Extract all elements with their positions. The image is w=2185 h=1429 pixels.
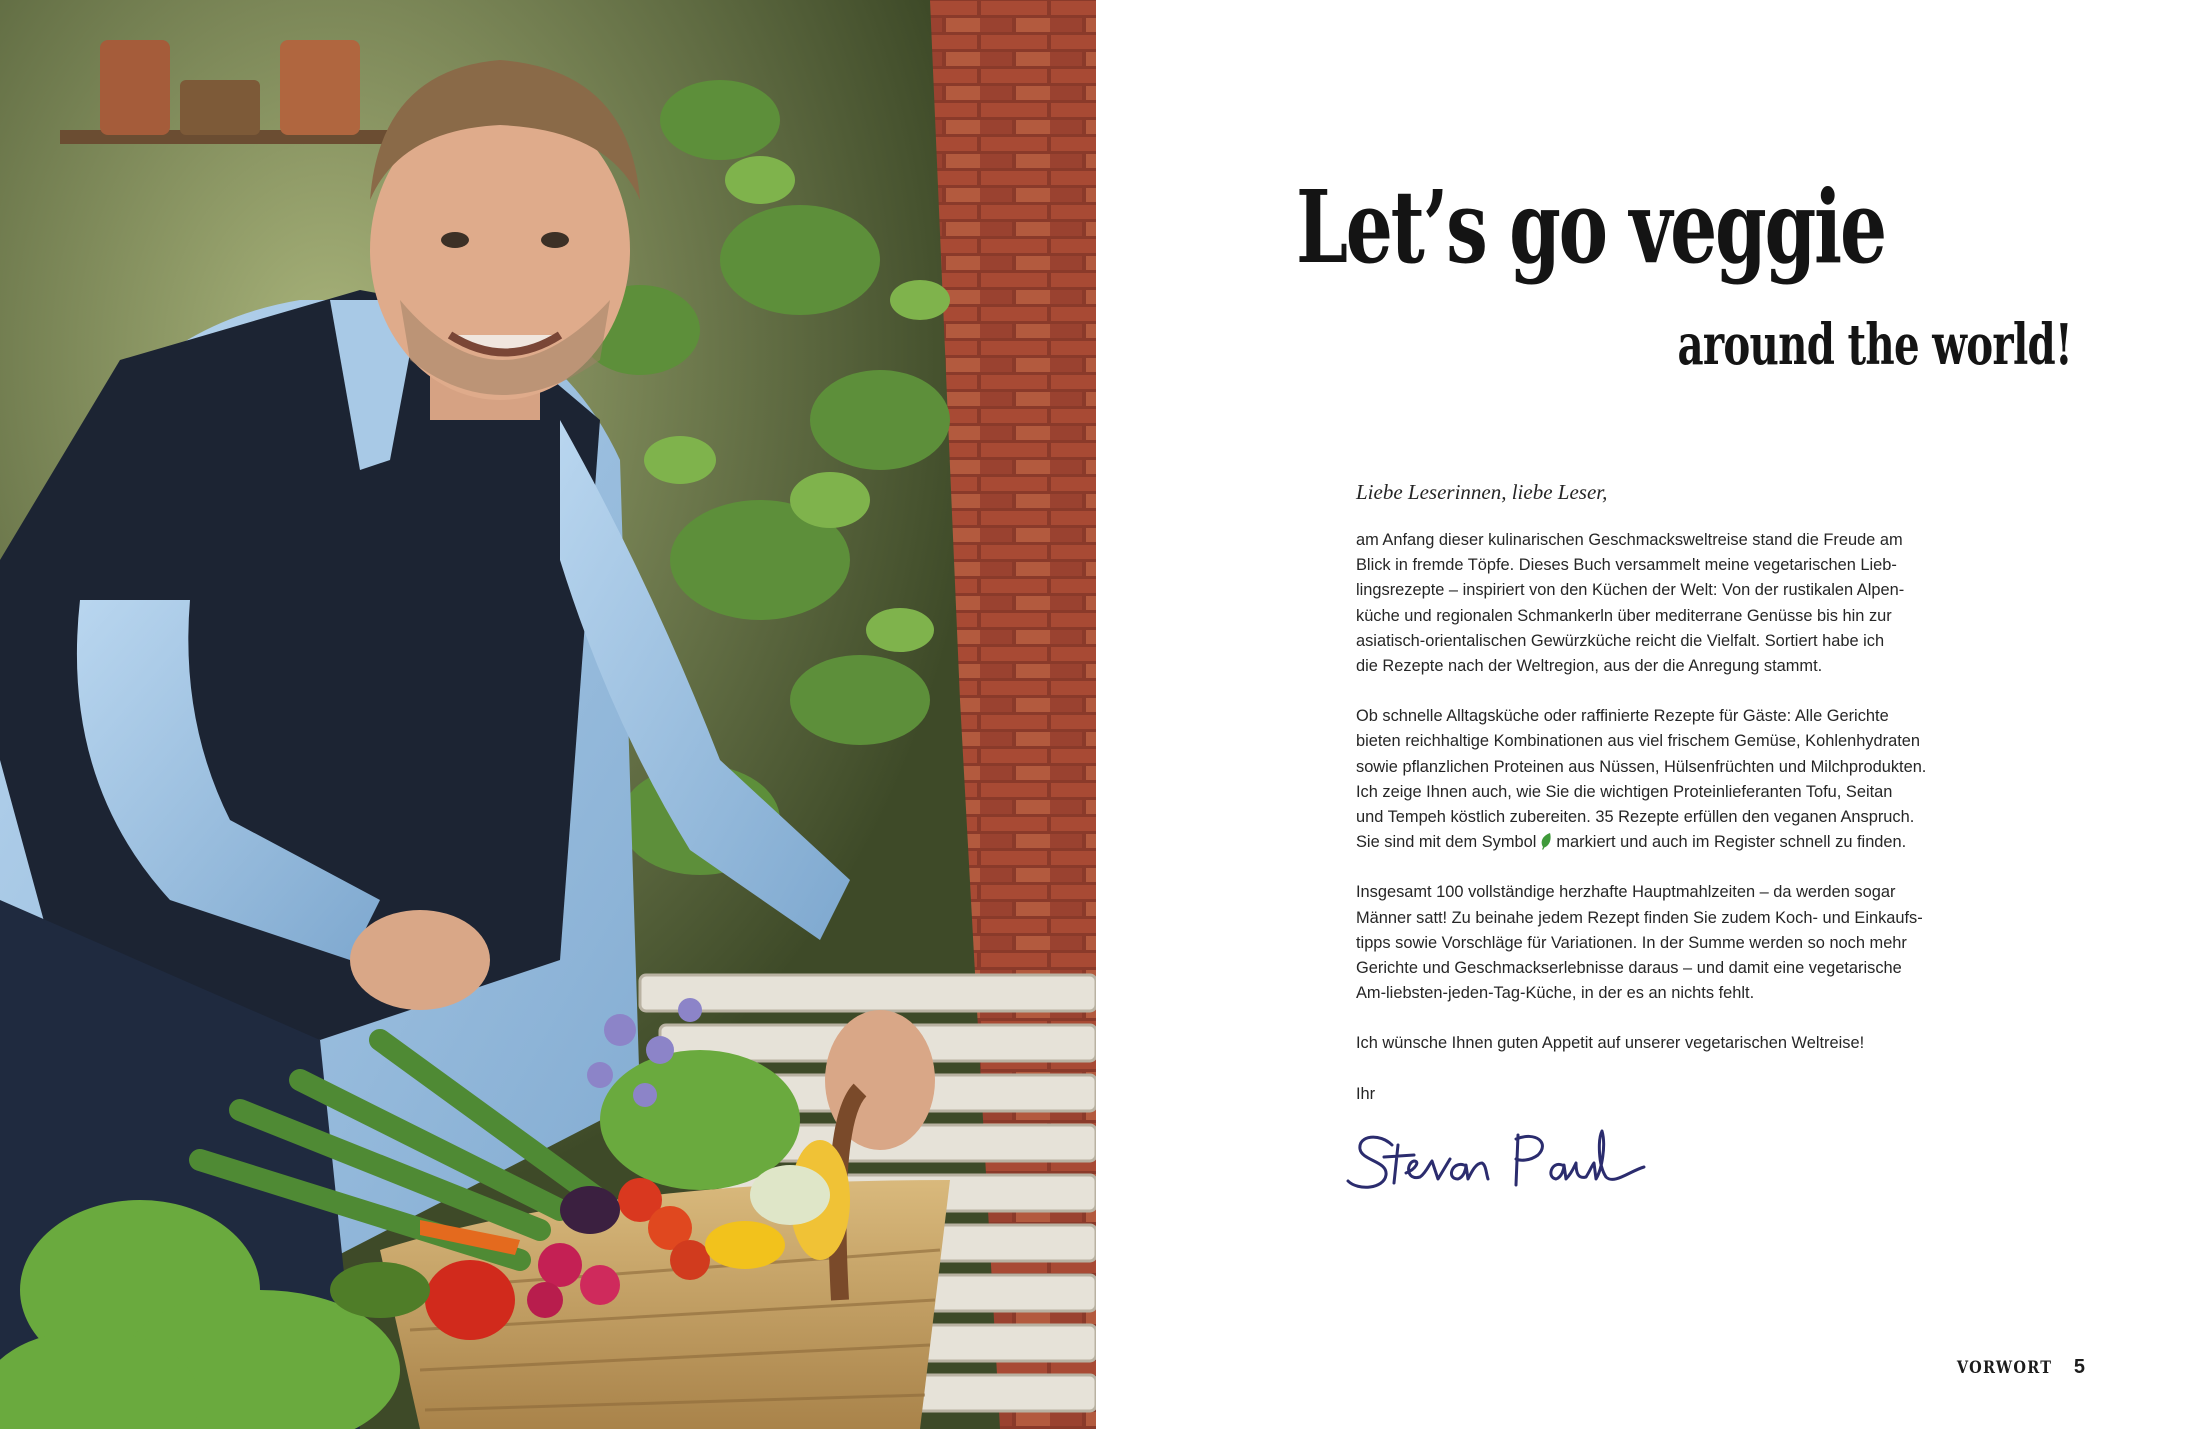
- text-line: am Anfang dieser kulinarischen Geschmacksweltreise stand die Freude am: [1356, 531, 1903, 549]
- section-name: VORWORT: [1956, 1358, 2052, 1378]
- paragraph-3: [1356, 880, 1966, 1006]
- page-title: Let’s go veggie: [1296, 168, 1885, 286]
- paragraph-4: [1356, 1031, 1966, 1056]
- text-line: Ich zeige Ihnen auch, wie Sie die wichtigen Proteinlieferanten Tofu, Seitan: [1356, 782, 1893, 801]
- text-line: bieten reichhaltige Kombinationen aus viel frischem Gemüse, Kohlenhydraten: [1356, 732, 1920, 751]
- salutation: Liebe Leserinnen, liebe Leser,: [1356, 480, 1608, 504]
- text-line: tipps sowie Vorschläge für Variationen. In der Summe werden so noch mehr: [1356, 933, 1907, 952]
- page-subtitle: around the world!: [1677, 312, 2072, 378]
- foreword-page: [1096, 0, 2185, 1429]
- foreword-letter: [1356, 478, 1966, 1132]
- text-line: [1356, 830, 1966, 855]
- text-line: Ich wünsche Ihnen guten Appetit auf unserer vegetarischen Weltreise!: [1356, 1034, 1865, 1053]
- text-line: Ob schnelle Alltagsküche oder raffinierte Rezepte für Gäste: Alle Gerichte: [1356, 707, 1889, 726]
- text-line: Am-liebsten-jeden-Tag-Küche, in der es an nichts fehlt.: [1356, 984, 1755, 1003]
- text-line: sowie pflanzlichen Proteinen aus Nüssen, Hülsenfrüchten und Milchprodukten.: [1356, 757, 1927, 776]
- closing: [1356, 1082, 1966, 1107]
- text-line: lingsrezepte – inspiriert von den Küchen der Welt: Von der rustikalen Alpen-: [1356, 581, 1905, 600]
- text-line: Gerichte und Geschmackserlebnisse daraus – und damit eine vegetarische: [1356, 959, 1902, 978]
- text-line: Insgesamt 100 vollständige herzhafte Hauptmahlzeiten – da werden sogar: [1356, 883, 1896, 902]
- signature: [1340, 1115, 1650, 1205]
- page-number: 5: [2073, 1356, 2085, 1378]
- text-line: küche und regionalen Schmankerln über mediterrane Genüsse bis hin zur: [1356, 606, 1892, 625]
- leaf-icon: [1540, 832, 1552, 850]
- text-line: die Rezepte nach der Weltregion, aus der die Anregung stammt.: [1356, 657, 1823, 676]
- text-fragment: markiert und auch im Register schnell zu finden.: [1556, 833, 1907, 852]
- text-line: Männer satt! Zu beinahe jedem Rezept finden Sie zudem Koch- und Einkaufs-: [1356, 908, 1923, 927]
- text-line: Blick in fremde Töpfe. Dieses Buch versammelt meine vegetarischen Lieb-: [1356, 556, 1897, 575]
- text-line: asiatisch-orientalischen Gewürzküche reicht die Vielfalt. Sortiert habe ich: [1356, 631, 1885, 650]
- text-line: und Tempeh köstlich zubereiten. 35 Rezepte erfüllen den veganen Anspruch.: [1356, 808, 1915, 827]
- handwritten-signature: [1340, 1115, 1650, 1205]
- text-fragment: Sie sind mit dem Symbol: [1356, 833, 1537, 852]
- paragraph-2: [1356, 704, 1966, 855]
- page-footer: [1940, 1356, 2085, 1379]
- closing-text: Ihr: [1356, 1084, 1376, 1103]
- paragraph-1: [1356, 528, 1966, 679]
